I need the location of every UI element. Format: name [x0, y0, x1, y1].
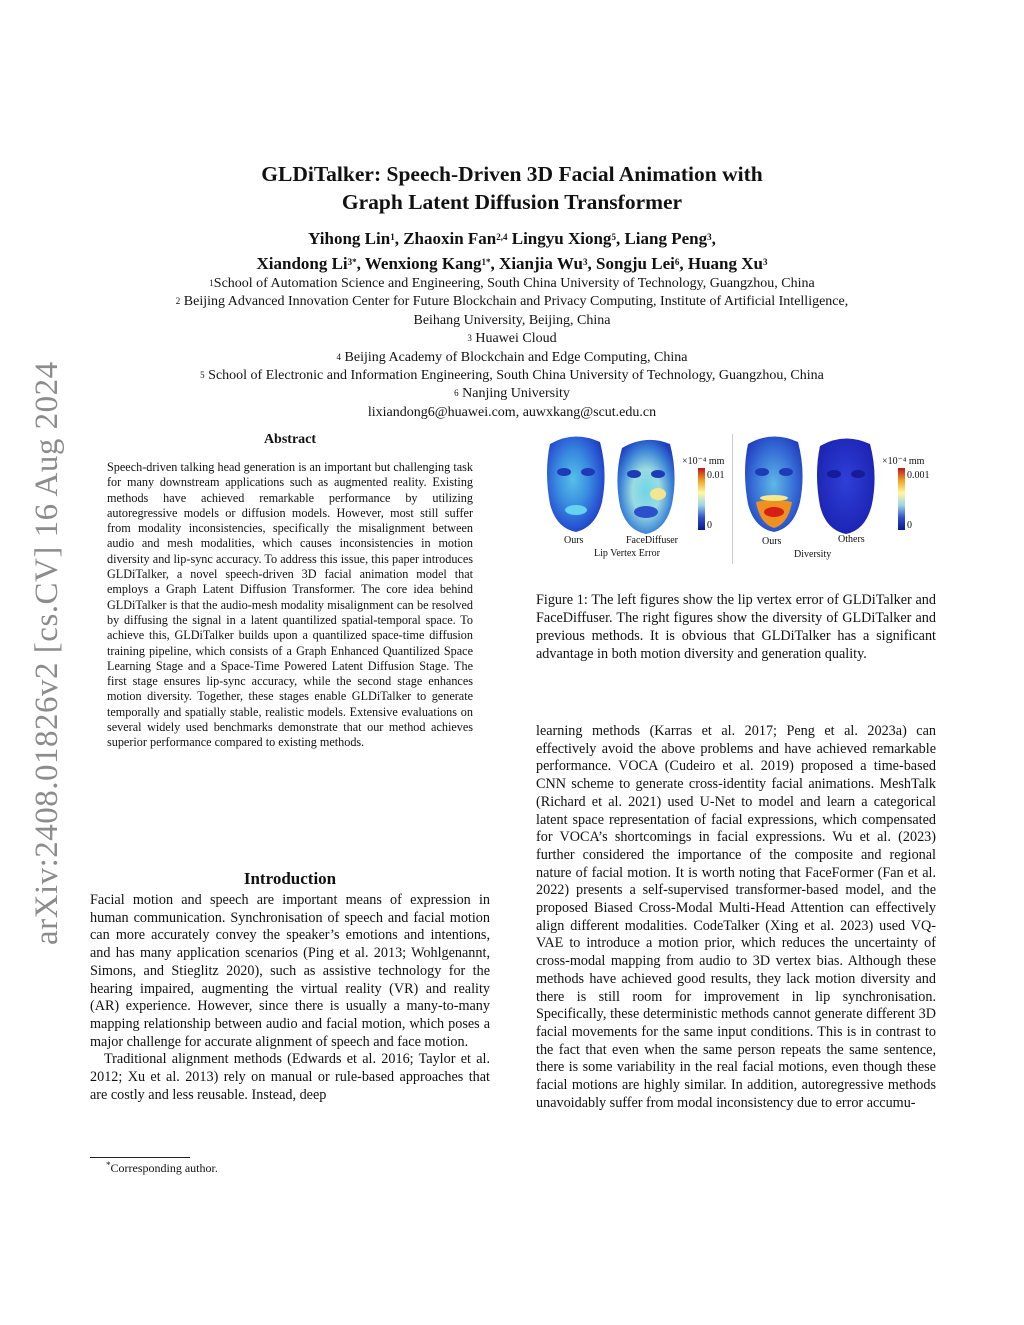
abstract-heading: Abstract — [263, 432, 317, 447]
affil-text: School of Automation Science and Engineering, South China University of Technology, Guangzhou, China — [213, 276, 815, 291]
face-1-eye-left — [557, 468, 571, 476]
label-lip-vertex-error: Lip Vertex Error — [594, 548, 660, 559]
footnote — [106, 1161, 218, 1176]
face-1-mouth — [565, 505, 587, 515]
face-others-diversity — [817, 438, 875, 534]
author-affil-mark: 3 — [707, 232, 712, 242]
affiliation-1 — [0, 275, 1024, 293]
face-2-eye-right — [651, 470, 665, 478]
scale-max-left: 0.01 — [707, 470, 725, 481]
contact-emails: lixiandong6@huawei.com, auwxkang@scut.edu.cn — [367, 404, 657, 420]
affiliation-2-cont: Beihang University, Beijing, China — [413, 312, 611, 328]
author-affil-mark: 3 — [582, 257, 588, 267]
label-others: Others — [838, 534, 865, 545]
affiliation-3 — [0, 330, 1024, 348]
author-name: , Xianjia Wu — [490, 254, 583, 273]
footnote-rule — [90, 1157, 190, 1158]
author-list — [0, 226, 1024, 276]
author-line-1 — [0, 226, 1024, 251]
footnote-text: Corresponding author. — [110, 1161, 218, 1175]
figure-1-caption: Figure 1: The left figures show the lip vertex error of GLDiTalker and FaceDiffuser. The right figures show the diversity of GLDiTalker and previous methods. It is obvious that GLDiTalker has a significant advantage in both motion diversity and generation quality. — [536, 592, 936, 662]
affil-text: Beijing Advanced Innovation Center for Future Blockchain and Privacy Computing, Institute of Artificial Intelligence, — [180, 294, 849, 310]
affiliation-5 — [0, 367, 1024, 385]
author-line-2 — [0, 251, 1024, 276]
author-affil-mark: 1* — [481, 257, 491, 267]
affil-number: 6 — [454, 388, 459, 399]
scale-max-right: 0.001 — [907, 470, 930, 481]
title-line-2: Graph Latent Diffusion Transformer — [341, 190, 683, 214]
face-ours-lip-error — [547, 436, 605, 532]
label-facediffuser: FaceDiffuser — [626, 535, 679, 546]
face-2-hotspot — [650, 488, 666, 500]
author-name: Yihong Lin — [308, 229, 391, 248]
scale-unit-left: ×10⁻⁴ mm — [682, 456, 725, 467]
paper-title — [0, 160, 1024, 216]
author-name: , Songju Lei — [587, 254, 675, 273]
label-ours-right: Ours — [762, 536, 782, 547]
scale-min-right: 0 — [907, 520, 912, 531]
face-1-eye-right — [581, 468, 595, 476]
affil-number: 1 — [209, 278, 214, 288]
figure-1 — [536, 432, 936, 572]
label-diversity: Diversity — [794, 549, 832, 560]
face-3-eye-left — [755, 468, 769, 476]
figure-divider — [732, 434, 733, 564]
author-affil-mark: 5 — [611, 232, 616, 242]
author-affil-mark: 6 — [674, 257, 680, 267]
author-affil-mark: 3 — [763, 257, 768, 267]
colorbar-lip-error — [698, 468, 705, 530]
affil-number: 4 — [336, 351, 342, 362]
intro-paragraph-2: Traditional alignment methods (Edwards et al. 2016; Taylor et al. 2012; Xu et al. 2013) rely on manual or rule-based approaches that are costly and less reusable. Instead, deep — [90, 1051, 490, 1103]
abstract-text: Speech-driven talking head generation is an important but challenging task for many downstream applications such as augmented reality. Existing methods have achieved remarkable performance by utilizing autoregressive models or diffusion models. However, most still suffer from modality inconsistencies, specifically the misalignment between audio and mesh modalities, which causes inconsistencies in motion diversity and lip-sync accuracy. To address this issue, this paper introduces GLDiTalker, a novel speech-driven 3D facial animation model that employs a Graph Latent Diffusion Transformer. The core idea behind GLDiTalker is that the audio-mesh modality misalignment can be resolved by diffusing the signal in a latent quantilized spatial-temporal space. To achieve this, GLDiTalker builds upon a quantilized space-time diffusion training pipeline, which consists of a Graph Enhanced Quantilized Space Learning Stage and a Space-Time Powered Latent Diffusion Stage. The first stage ensures lip-sync accuracy, while the second stage enhances motion diversity. Together, these stages enable GLDiTalker to generate temporally and spatially stable, realistic models. Extensive evaluations on several widely used benchmarks demonstrate that our method achieves superior performance compared to existing methods. — [107, 460, 473, 750]
author-name: , Wenxiong Kang — [356, 254, 482, 273]
affil-text: Huawei Cloud — [471, 331, 557, 347]
face-4-eye-left — [827, 470, 841, 478]
face-4-eye-right — [851, 470, 865, 478]
affiliation-2 — [0, 293, 1024, 311]
author-name: Lingyu Xiong — [507, 229, 612, 248]
right-column-body: learning methods (Karras et al. 2017; Peng et al. 2023a) can effectively avoid the above problems and have achieved remarkable performance. VOCA (Cudeiro et al. 2019) proposed a time-based CNN scheme to generate cross-identity facial animations. MeshTalk (Richard et al. 2021) used U-Net to model and learn a categorical latent space representation of facial expressions, which compensated for VOCA’s shortcomings in facial expressions. Wu et al. (2023) further considered the importance of the composite and regional nature of facial motion. It is worth noting that FaceFormer (Fan et al. 2022) presents a self-supervised transformer-based model, and the proposed Biased Cross-Modal Multi-Head Attention can effectively align different modalities. CodeTalker (Xing et al. 2023) used VQ-VAE to introduce a motion prior, which reduces the uncertainty of cross-modal mapping from audio to 3D vertex bias. Although these methods have achieved good results, they lack motion diversity and there is still room for improvement in lip synchronisation. Specifically, these deterministic methods cannot generate different 3D facial movements for the same input conditions. This is in contrast to the fact that even when the same person repeats the same sentence, there is some variability in the real facial motions, even though these facial motions are highly similar. In addition, autoregressive methods unavoidably suffer from modal inconsistency due to error accumu- — [536, 723, 936, 1111]
author-affil-mark: 1 — [390, 232, 395, 242]
affil-number: 5 — [200, 370, 205, 381]
scale-min-left: 0 — [707, 520, 712, 531]
face-3-mouth-core — [764, 507, 784, 517]
face-2-mouth — [634, 506, 658, 518]
affil-text: Nanjing University — [458, 386, 570, 402]
author-affil-mark: 2,4 — [496, 232, 508, 242]
intro-paragraph-1: Facial motion and speech are important means of expression in human communication. Synchronisation of speech and facial motion can more accurately convey the speaker’s emotions and intentions, and has many application scenarios (Ping et al. 2013; Wohlgenannt, Simons, and Stieglitz 2020), such as assistive technology for the hearing impaired, augmenting the virtual reality (VR) and reality (AR) experience. However, since there is usually a many-to-many mapping relationship between audio and facial motion, which poses a major challenge for accurate alignment of speech and face motion. — [90, 892, 490, 1050]
author-name: , Huang Xu — [679, 254, 763, 273]
author-affil-mark: 3* — [347, 257, 357, 267]
title-line-1: GLDiTalker: Speech-Driven 3D Facial Animation with — [261, 162, 763, 186]
author-separator: , — [711, 229, 716, 248]
author-name: , Liang Peng — [615, 229, 708, 248]
affiliations — [0, 275, 1024, 422]
face-facediffuser-lip-error — [617, 440, 674, 534]
affil-text: School of Electronic and Information Engineering, South China University of Technology, Guangzhou, China — [204, 368, 824, 384]
author-name: Xiandong Li — [256, 254, 348, 273]
affil-number: 3 — [467, 333, 472, 344]
face-3-eye-right — [779, 468, 793, 476]
affiliation-6 — [0, 385, 1024, 403]
face-2-eye-left — [627, 470, 641, 478]
affiliation-4 — [0, 349, 1024, 367]
affil-number: 2 — [175, 296, 181, 307]
face-3-upper-lip — [760, 495, 788, 501]
colorbar-diversity — [898, 468, 905, 530]
author-name: , Zhaoxin Fan — [394, 229, 497, 248]
affil-text: Beijing Academy of Blockchain and Edge Computing, China — [341, 349, 688, 365]
arxiv-identifier: arXiv:2408.01826v2 [cs.CV] 16 Aug 2024 — [29, 361, 65, 945]
scale-unit-right: ×10⁻⁴ mm — [882, 456, 925, 467]
footnote-mark: * — [106, 1160, 111, 1170]
introduction-body — [90, 892, 490, 1104]
label-ours-left: Ours — [564, 535, 584, 546]
introduction-heading: Introduction — [243, 869, 337, 888]
